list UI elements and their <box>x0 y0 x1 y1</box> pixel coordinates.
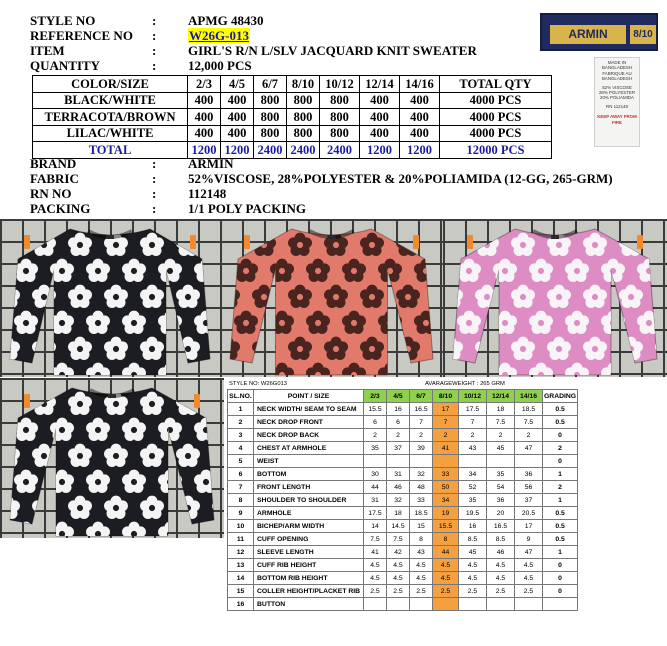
spec-value: 8 <box>433 533 459 546</box>
spec-value: 15.5 <box>433 520 459 533</box>
spec-sl-no: 7 <box>228 481 254 494</box>
care-line: 20% POLIAMIDA <box>600 95 634 101</box>
spec-value: 7.5 <box>487 416 515 429</box>
color-cell: BLACK/WHITE <box>33 92 188 109</box>
info-key: BRAND <box>30 156 77 171</box>
spec-value: 41 <box>364 546 387 559</box>
spec-value: 2.5 <box>487 585 515 598</box>
spec-point: BUTTON <box>254 598 364 611</box>
info-key: FABRIC <box>30 171 79 186</box>
spec-sl-no: 16 <box>228 598 254 611</box>
spec-value: 4.5 <box>459 559 487 572</box>
spec-sl-no: 5 <box>228 455 254 468</box>
spec-value: 2.5 <box>459 585 487 598</box>
spec-sl-no: 4 <box>228 442 254 455</box>
spec-value: 2.5 <box>387 585 410 598</box>
qty-cell: 400 <box>188 109 221 126</box>
spec-sl-no: 10 <box>228 520 254 533</box>
spec-sheet-header <box>227 380 663 389</box>
spec-value: 35 <box>487 468 515 481</box>
spec-grading <box>543 598 578 611</box>
spec-value: 16.5 <box>487 520 515 533</box>
spec-value: 17 <box>433 403 459 416</box>
color-size-table <box>32 75 552 159</box>
spec-grading: 2 <box>543 442 578 455</box>
spec-header-row <box>228 390 578 403</box>
table-header: 14/16 <box>400 76 440 93</box>
info-colon: : <box>152 58 157 73</box>
spec-value <box>515 598 543 611</box>
spec-header: 12/14 <box>487 390 515 403</box>
care-line: FABRIQUE AU <box>602 70 632 76</box>
spec-value: 50 <box>433 481 459 494</box>
info-colon: : <box>152 156 157 171</box>
spec-sl-no: 8 <box>228 494 254 507</box>
care-line: RN 112148 <box>606 103 628 109</box>
spec-value: 9 <box>515 533 543 546</box>
spec-value <box>459 598 487 611</box>
table-header: 12/14 <box>360 76 400 93</box>
spec-header: 4/5 <box>387 390 410 403</box>
spec-value: 17.5 <box>364 507 387 520</box>
spec-grading: 0.5 <box>543 403 578 416</box>
qty-cell: 1200 <box>400 142 440 159</box>
spec-value: 7 <box>459 416 487 429</box>
table-header: 4/5 <box>221 76 254 93</box>
spec-value: 14 <box>364 520 387 533</box>
spec-value: 45 <box>487 442 515 455</box>
spec-value <box>364 455 387 468</box>
spec-value: 19.5 <box>459 507 487 520</box>
brand-label-name: ARMIN <box>550 25 626 44</box>
spec-grading: 0.5 <box>543 520 578 533</box>
total-qty-cell: 4000 PCS <box>440 109 552 126</box>
spec-value: 4.5 <box>487 572 515 585</box>
measurement-table <box>227 389 578 611</box>
info-key: PACKING <box>30 201 91 216</box>
spec-value: 35 <box>459 494 487 507</box>
spec-grading: 1 <box>543 468 578 481</box>
spec-point: BICHEP/ARM WIDTH <box>254 520 364 533</box>
qty-cell: 800 <box>254 92 287 109</box>
brand-label-image <box>540 13 658 51</box>
qty-cell: 1200 <box>221 142 254 159</box>
info-colon: : <box>152 28 157 43</box>
spec-header: 10/12 <box>459 390 487 403</box>
spec-row <box>228 572 578 585</box>
info-key: RN NO <box>30 186 72 201</box>
table-header: COLOR/SIZE <box>33 76 188 93</box>
spec-value: 19 <box>433 507 459 520</box>
spec-value <box>487 455 515 468</box>
qty-cell: 400 <box>221 125 254 142</box>
spec-value: 18.5 <box>515 403 543 416</box>
spec-point: SLEEVE LENGTH <box>254 546 364 559</box>
sweater-drawing <box>0 229 220 377</box>
spec-value: 6 <box>364 416 387 429</box>
table-row <box>33 125 552 142</box>
spec-sl-no: 12 <box>228 546 254 559</box>
care-line: 28% POLYESTER <box>598 90 636 96</box>
spec-value: 48 <box>410 481 433 494</box>
spec-value <box>387 455 410 468</box>
sweater-photo-lilac-white <box>443 219 667 377</box>
spec-value: 7 <box>410 416 433 429</box>
measurement-spec-sheet <box>227 380 663 611</box>
spec-point: WEIST <box>254 455 364 468</box>
spec-value: 4.5 <box>515 559 543 572</box>
spec-value: 15.5 <box>364 403 387 416</box>
spec-value: 34 <box>459 468 487 481</box>
care-line: BANGLADESH <box>601 76 632 82</box>
spec-value: 4.5 <box>433 572 459 585</box>
spec-value <box>515 455 543 468</box>
spec-row <box>228 546 578 559</box>
spec-value: 20 <box>487 507 515 520</box>
spec-value: 17.5 <box>459 403 487 416</box>
table-header: 8/10 <box>287 76 320 93</box>
spec-value <box>364 598 387 611</box>
spec-value: 7.5 <box>387 533 410 546</box>
spec-value: 4.5 <box>364 559 387 572</box>
spec-value <box>487 598 515 611</box>
sweater-drawing <box>443 229 667 377</box>
table-row <box>33 92 552 109</box>
sweater-photo-terracota-brown <box>220 219 443 377</box>
spec-value: 31 <box>387 468 410 481</box>
spec-sl-no: 13 <box>228 559 254 572</box>
info-value: 12,000 PCS <box>188 58 252 73</box>
spec-value: 4.5 <box>487 559 515 572</box>
table-header: 2/3 <box>188 76 221 93</box>
spec-value: 46 <box>387 481 410 494</box>
spec-grading: 0.5 <box>543 416 578 429</box>
spec-row <box>228 507 578 520</box>
spec-sl-no: 3 <box>228 429 254 442</box>
table-row <box>33 109 552 126</box>
qty-cell: 800 <box>287 125 320 142</box>
spec-value: 18 <box>387 507 410 520</box>
spec-value: 7.5 <box>515 416 543 429</box>
spec-row <box>228 429 578 442</box>
spec-value: 44 <box>364 481 387 494</box>
table-header-row <box>33 76 552 93</box>
qty-cell: 2400 <box>254 142 287 159</box>
spec-value: 4.5 <box>515 572 543 585</box>
info-value: ARMIN <box>188 156 234 171</box>
spec-point: FRONT LENGTH <box>254 481 364 494</box>
spec-point: CUFF OPENING <box>254 533 364 546</box>
spec-value: 43 <box>410 546 433 559</box>
qty-cell: 400 <box>360 92 400 109</box>
spec-value <box>433 598 459 611</box>
spec-sl-no: 1 <box>228 403 254 416</box>
spec-value: 36 <box>487 494 515 507</box>
spec-value: 44 <box>433 546 459 559</box>
spec-grading: 2 <box>543 481 578 494</box>
care-line: 52% VISCOSE <box>602 84 632 90</box>
spec-style-label: STYLE NO: W26G013 <box>229 381 287 387</box>
sweater-drawing <box>220 229 443 377</box>
qty-cell: 800 <box>320 92 360 109</box>
spec-value: 4.5 <box>410 559 433 572</box>
spec-point: BOTTOM RIB HEIGHT <box>254 572 364 585</box>
spec-value: 41 <box>433 442 459 455</box>
care-label-image <box>594 57 640 147</box>
spec-row <box>228 481 578 494</box>
info-colon: : <box>152 43 157 58</box>
table-header: 10/12 <box>320 76 360 93</box>
spec-value: 2 <box>433 429 459 442</box>
info-value: 112148 <box>188 186 227 201</box>
info-key: REFERENCE NO <box>30 28 133 43</box>
spec-value: 4.5 <box>410 572 433 585</box>
spec-value: 4.5 <box>459 572 487 585</box>
qty-cell: 400 <box>188 92 221 109</box>
qty-cell: 800 <box>320 125 360 142</box>
spec-point: CUFF RIB HEIGHT <box>254 559 364 572</box>
qty-cell: 400 <box>400 92 440 109</box>
info-colon: : <box>152 171 157 186</box>
qty-cell: 1200 <box>188 142 221 159</box>
info-value: 52%VISCOSE, 28%POLYESTER & 20%POLIAMIDA (12-GG, 265-GRM) <box>188 171 613 186</box>
spec-value: 4.5 <box>364 572 387 585</box>
spec-value: 15 <box>410 520 433 533</box>
spec-sl-no: 2 <box>228 416 254 429</box>
spec-grading: 0 <box>543 585 578 598</box>
spec-value: 8.5 <box>487 533 515 546</box>
spec-sl-no: 15 <box>228 585 254 598</box>
total-row <box>33 142 552 159</box>
info-key: QUANTITY <box>30 58 101 73</box>
spec-sl-no: 9 <box>228 507 254 520</box>
spec-value: 8.5 <box>459 533 487 546</box>
spec-sl-no: 14 <box>228 572 254 585</box>
qty-cell: 800 <box>287 92 320 109</box>
spec-point: NECK WIDTH/ SEAM TO SEAM <box>254 403 364 416</box>
spec-point: BOTTOM <box>254 468 364 481</box>
total-qty-cell: 12000 PCS <box>440 142 552 159</box>
spec-sl-no: 6 <box>228 468 254 481</box>
total-qty-cell: 4000 PCS <box>440 92 552 109</box>
spec-value: 2 <box>410 429 433 442</box>
spec-grading: 1 <box>543 546 578 559</box>
spec-grading: 0 <box>543 455 578 468</box>
spec-value: 43 <box>459 442 487 455</box>
info-value: GIRL'S R/N L/SLV JACQUARD KNIT SWEATER <box>188 43 477 58</box>
spec-value: 56 <box>515 481 543 494</box>
spec-grading: 0 <box>543 572 578 585</box>
spec-value: 47 <box>515 546 543 559</box>
qty-cell: 1200 <box>360 142 400 159</box>
spec-header: 2/3 <box>364 390 387 403</box>
spec-value: 30 <box>364 468 387 481</box>
spec-value: 37 <box>515 494 543 507</box>
spec-value: 35 <box>364 442 387 455</box>
spec-value: 46 <box>487 546 515 559</box>
sweater-photo-black-white-back <box>0 378 224 538</box>
qty-cell: 400 <box>221 92 254 109</box>
qty-cell: 2400 <box>287 142 320 159</box>
spec-value: 20.5 <box>515 507 543 520</box>
qty-cell: 400 <box>360 109 400 126</box>
spec-value: 4.5 <box>433 559 459 572</box>
spec-sl-no: 11 <box>228 533 254 546</box>
qty-cell: 800 <box>320 109 360 126</box>
spec-value: 2.5 <box>515 585 543 598</box>
spec-value: 16.5 <box>410 403 433 416</box>
info-colon: : <box>152 13 157 28</box>
table-header: TOTAL QTY <box>440 76 552 93</box>
qty-cell: 800 <box>287 109 320 126</box>
qty-cell: 800 <box>254 125 287 142</box>
sweater-photo-black-white <box>0 219 220 377</box>
spec-value: 2.5 <box>433 585 459 598</box>
spec-point: SHOULDER TO SHOULDER <box>254 494 364 507</box>
spec-grading: 0.5 <box>543 533 578 546</box>
spec-value: 36 <box>515 468 543 481</box>
spec-value: 52 <box>459 481 487 494</box>
info-key: ITEM <box>30 43 65 58</box>
spec-row <box>228 494 578 507</box>
spec-value: 39 <box>410 442 433 455</box>
spec-value: 6 <box>387 416 410 429</box>
spec-value: 32 <box>387 494 410 507</box>
spec-value: 7 <box>433 416 459 429</box>
brand-label-size: 8/10 <box>630 25 656 44</box>
spec-value: 17 <box>515 520 543 533</box>
color-cell: TOTAL <box>33 142 188 159</box>
qty-cell: 400 <box>188 125 221 142</box>
spec-value: 2 <box>387 429 410 442</box>
spec-header: 14/16 <box>515 390 543 403</box>
spec-value: 32 <box>410 468 433 481</box>
total-qty-cell: 4000 PCS <box>440 125 552 142</box>
spec-point: CHEST AT ARMHOLE <box>254 442 364 455</box>
spec-value: 45 <box>459 546 487 559</box>
spec-row <box>228 585 578 598</box>
spec-point: COLLER HEIGHT/PLACKET RIB <box>254 585 364 598</box>
spec-row <box>228 416 578 429</box>
care-line: MADE IN <box>607 60 627 65</box>
info-value-highlighted: W26G-013 <box>189 28 249 43</box>
spec-value: 42 <box>387 546 410 559</box>
qty-cell: 400 <box>360 125 400 142</box>
spec-value: 2.5 <box>410 585 433 598</box>
qty-cell: 800 <box>254 109 287 126</box>
spec-value: 37 <box>387 442 410 455</box>
spec-header: SL.NO. <box>228 390 254 403</box>
spec-value: 16 <box>387 403 410 416</box>
spec-value: 18.5 <box>410 507 433 520</box>
spec-value: 47 <box>515 442 543 455</box>
care-line: KEEP AWAY FROM FIRE <box>597 114 637 125</box>
spec-value: 14.5 <box>387 520 410 533</box>
spec-row <box>228 442 578 455</box>
spec-value: 4.5 <box>387 559 410 572</box>
spec-value: 2 <box>515 429 543 442</box>
spec-value: 2 <box>364 429 387 442</box>
spec-value <box>433 455 459 468</box>
spec-point: ARMHOLE <box>254 507 364 520</box>
spec-value: 2.5 <box>364 585 387 598</box>
info-value: APMG 48430 <box>188 13 264 28</box>
spec-grading: 0 <box>543 429 578 442</box>
spec-grading: 0.5 <box>543 507 578 520</box>
spec-weight-label: AVARAGEWEIGHT : 265 GRM <box>425 381 505 387</box>
spec-value: 2 <box>459 429 487 442</box>
spec-row <box>228 468 578 481</box>
spec-value: 33 <box>410 494 433 507</box>
spec-point: NECK DROP FRONT <box>254 416 364 429</box>
spec-header: GRADING <box>543 390 578 403</box>
spec-value <box>459 455 487 468</box>
info-value: 1/1 POLY PACKING <box>188 201 306 216</box>
spec-value: 33 <box>433 468 459 481</box>
info-key: STYLE NO <box>30 13 96 28</box>
color-cell: LILAC/WHITE <box>33 125 188 142</box>
spec-row <box>228 559 578 572</box>
spec-value: 18 <box>487 403 515 416</box>
spec-row <box>228 598 578 611</box>
spec-header: POINT / SIZE <box>254 390 364 403</box>
spec-grading: 0 <box>543 559 578 572</box>
spec-row <box>228 520 578 533</box>
spec-value <box>410 455 433 468</box>
care-line: BANGLADESH <box>601 65 632 71</box>
spec-row <box>228 455 578 468</box>
sweater-drawing <box>0 388 224 538</box>
info-colon: : <box>152 186 157 201</box>
spec-value <box>387 598 410 611</box>
color-cell: TERRACOTA/BROWN <box>33 109 188 126</box>
qty-cell: 400 <box>400 109 440 126</box>
spec-header: 6/7 <box>410 390 433 403</box>
spec-value: 4.5 <box>387 572 410 585</box>
spec-value: 16 <box>459 520 487 533</box>
qty-cell: 400 <box>221 109 254 126</box>
spec-value: 34 <box>433 494 459 507</box>
spec-row <box>228 403 578 416</box>
spec-value: 8 <box>410 533 433 546</box>
spec-value: 7.5 <box>364 533 387 546</box>
spec-grading: 1 <box>543 494 578 507</box>
qty-cell: 2400 <box>320 142 360 159</box>
qty-cell: 400 <box>400 125 440 142</box>
spec-value <box>410 598 433 611</box>
info-colon: : <box>152 201 157 216</box>
spec-value: 31 <box>364 494 387 507</box>
spec-value: 2 <box>487 429 515 442</box>
spec-header: 8/10 <box>433 390 459 403</box>
spec-row <box>228 533 578 546</box>
spec-point: NECK DROP BACK <box>254 429 364 442</box>
table-header: 6/7 <box>254 76 287 93</box>
spec-value: 54 <box>487 481 515 494</box>
